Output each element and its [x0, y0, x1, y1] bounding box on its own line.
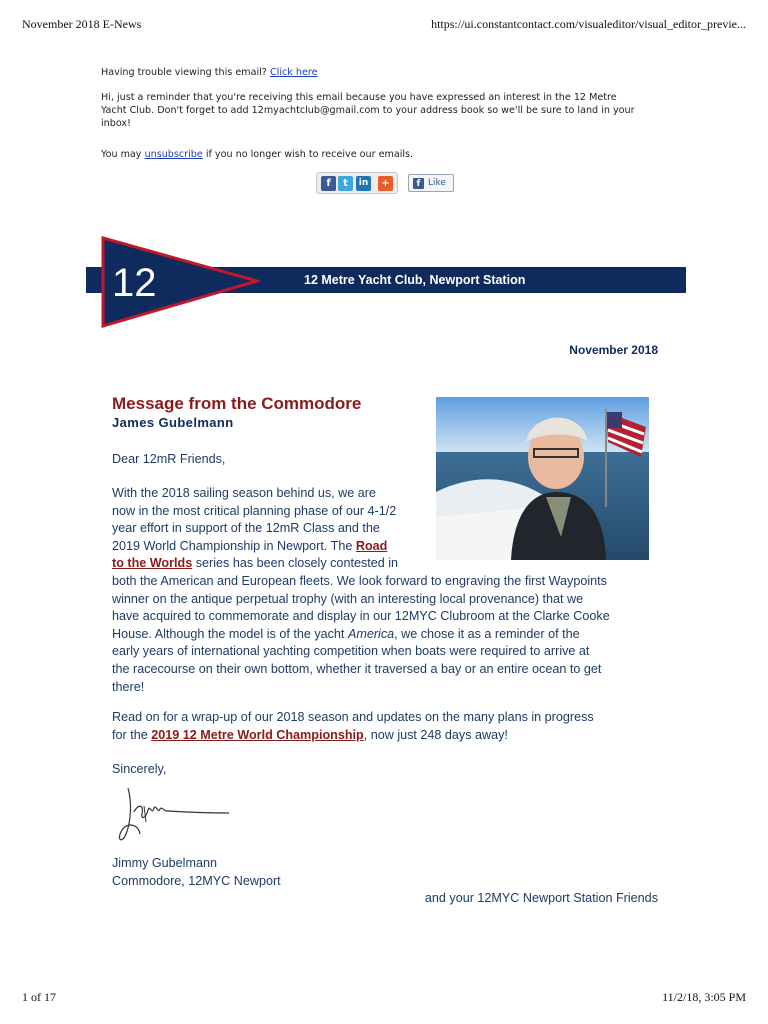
- print-footer-page: 1 of 17: [22, 990, 56, 1004]
- article-subheading: James Gubelmann: [112, 415, 234, 430]
- text-line: now in the most critical planning phase of our 4-1/2: [112, 503, 397, 518]
- reminder-line: Hi, just a reminder that you're receiving this email because you have expressed an interest in the 12 Metre: [101, 92, 617, 103]
- text-segment: , now just 248 days away!: [363, 727, 508, 742]
- reminder-line: Yacht Club. Don't forget to add 12myachtclub@gmail.com to your address book so we'll be sure to land in your: [101, 105, 635, 116]
- print-header-url: https://ui.constantcontact.com/visualeditor/visual_editor_previe...: [431, 17, 746, 31]
- more-share-icon[interactable]: +: [378, 176, 393, 191]
- greeting: Dear 12mR Friends,: [112, 452, 226, 466]
- text-segment: , we chose it as a reminder of the: [394, 626, 580, 641]
- text-line: winner on the antique perpetual trophy (with an interesting local provenance) that we: [112, 591, 584, 606]
- like-label: Like: [428, 178, 446, 188]
- text-line: both the American and European fleets. We look forward to engraving the first Waypoints: [112, 573, 607, 588]
- paragraph-1: [112, 485, 652, 696]
- signer-name: Jimmy Gubelmann: [112, 856, 217, 870]
- text-line: year effort in support of the 12mR Class and the: [112, 521, 380, 536]
- facebook-share-icon[interactable]: f: [321, 176, 336, 191]
- facebook-icon: f: [413, 178, 424, 189]
- yacht-name: America: [347, 626, 395, 641]
- text-line: the racecourse on their own bottom, whether it traversed a bay or an entire ocean to get: [112, 661, 602, 676]
- text-segment: House. Although the model is of the yacht: [112, 626, 345, 641]
- unsubscribe-line: [101, 148, 413, 161]
- handwritten-signature: [114, 782, 234, 852]
- twitter-share-icon[interactable]: t: [338, 176, 353, 191]
- signature-block: [112, 855, 281, 890]
- text-line: [112, 727, 672, 745]
- unsubscribe-pre-text: You may: [101, 149, 142, 160]
- text-line: [112, 538, 652, 556]
- article-heading: Message from the Commodore: [112, 394, 362, 413]
- print-header-title: November 2018 E-News: [22, 17, 142, 31]
- signer-title: Commodore, 12MYC Newport: [112, 873, 281, 888]
- text-line: [112, 626, 652, 644]
- social-share-bar: [316, 172, 398, 194]
- trouble-viewing-text: Having trouble viewing this email?: [101, 67, 267, 78]
- pennant-logo-icon: [100, 236, 260, 328]
- reminder-paragraph: [101, 91, 635, 130]
- text-segment: series has been closely contested in: [195, 556, 399, 571]
- text-line: Read on for a wrap-up of our 2018 season and updates on the many plans in progress: [112, 710, 594, 724]
- closing: Sincerely,: [112, 762, 167, 776]
- print-footer-datetime: 11/2/18, 3:05 PM: [662, 990, 746, 1004]
- road-to-worlds-link-part2[interactable]: to the Worlds: [112, 556, 193, 571]
- paragraph-2: [112, 709, 672, 744]
- world-championship-link[interactable]: 2019 12 Metre World Championship: [151, 727, 364, 742]
- signer-friends: and your 12MYC Newport Station Friends: [424, 891, 658, 905]
- banner-title: 12 Metre Yacht Club, Newport Station: [304, 273, 526, 287]
- trouble-viewing-line: [101, 66, 317, 79]
- text-segment: for the: [112, 727, 148, 742]
- unsubscribe-post-text: if you no longer wish to receive our emails.: [205, 149, 414, 160]
- unsubscribe-link[interactable]: unsubscribe: [144, 149, 203, 160]
- issue-date: November 2018: [569, 343, 658, 357]
- text-segment: 2019 World Championship in Newport. The: [112, 538, 353, 553]
- linkedin-share-icon[interactable]: in: [356, 176, 371, 191]
- text-line: early years of international yachting competition when boats were required to arrive at: [112, 644, 590, 659]
- text-line: With the 2018 sailing season behind us, we are: [112, 486, 376, 500]
- facebook-like-button[interactable]: [408, 174, 454, 192]
- text-line: [112, 555, 652, 573]
- click-here-link[interactable]: Click here: [269, 67, 318, 78]
- reminder-line: inbox!: [101, 118, 131, 129]
- text-line: have acquired to commemorate and display in our 12MYC Clubroom at the Clarke Cooke: [112, 609, 610, 624]
- text-line: there!: [112, 679, 145, 694]
- road-to-worlds-link-part1[interactable]: Road: [355, 538, 388, 553]
- logo-number: 12: [112, 261, 157, 305]
